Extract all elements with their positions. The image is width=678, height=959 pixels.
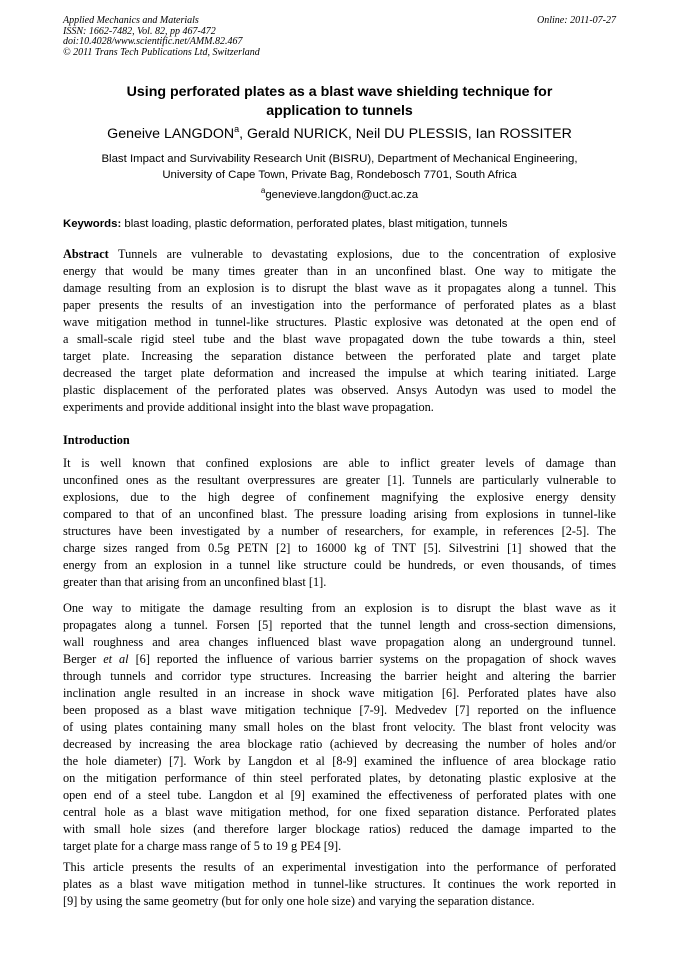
abstract-line: paper presents the results of an investigation into the performance of perforated plates as a blast: [63, 298, 616, 312]
email-address[interactable]: genevieve.langdon@uct.ac.za: [265, 189, 419, 201]
paragraph-line: explosions, due to the high degree of confinement magnifying the explosive energy density: [63, 490, 616, 504]
issn-line: ISSN: 1662-7482, Vol. 82, pp 467-472: [63, 25, 216, 37]
paper-title: [63, 83, 616, 121]
keywords-label: Keywords:: [63, 218, 122, 230]
paragraph-line: This article presents the results of an experimental investigation into the performance of perforated: [63, 860, 616, 874]
abstract-line: experiments and provide additional insight into the blast wave propagation.: [63, 400, 434, 414]
author-others: , Gerald NURICK, Neil DU PLESSIS, Ian ROSSITER: [239, 126, 572, 142]
introduction-paragraph-3: [63, 859, 616, 910]
author-first-superscript: a: [234, 124, 240, 134]
paragraph-line: propagates along a tunnel. Forsen [5] reported that the tunnel length and cross-section dimensions,: [63, 618, 616, 632]
doi-line: doi:10.4028/www.scientific.net/AMM.82.467: [63, 36, 243, 47]
paragraph-line: with small hole sizes (and therefore larger blockage ratios) reduced the damage imparted to the: [63, 822, 616, 836]
author-first: Geneive LANGDON: [107, 126, 235, 142]
introduction-paragraph-1: [63, 455, 616, 591]
corresponding-email: [63, 187, 616, 203]
affiliation: [63, 151, 616, 183]
abstract-line: target plate. Increasing the separation distance between the perforated plate and target plate: [63, 349, 616, 363]
affiliation-line-2: University of Cape Town, Private Bag, Rondebosch 7701, South Africa: [162, 169, 517, 181]
title-line-2: application to tunnels: [266, 103, 413, 119]
paragraph-line: greater than that arising from an unconfined blast [1].: [63, 575, 327, 589]
paragraph-line: on the mitigation performance of thin steel perforated plates, by detonating plastic explosive at the: [63, 771, 616, 785]
title-line-1: Using perforated plates as a blast wave shielding technique for: [126, 84, 553, 100]
abstract-line: plastic displacement of the perforated plates was observed. Ansys Autodyn was used to model the: [63, 383, 616, 397]
paragraph-line: through tunnels and corridor type structures. Increasing the barrier height and altering the barrier: [63, 669, 616, 683]
abstract-line: Abstract Tunnels are vulnerable to devastating explosions, due to the concentration of explosive: [63, 247, 616, 261]
paragraph-line: target plate for a charge mass range of 5 to 19 g PE4 [9].: [63, 839, 342, 853]
copyright-line: © 2011 Trans Tech Publications Ltd, Switzerland: [63, 46, 260, 58]
paragraph-line: plates as a blast wave mitigation method in tunnel-like structures. It continues the work reported in: [63, 877, 616, 891]
et-al-italic: et al: [103, 652, 129, 666]
online-date: Online: 2011-07-27: [537, 15, 616, 26]
abstract-label: Abstract: [63, 247, 109, 261]
paragraph-line: One way to mitigate the damage resulting from an explosion is to disrupt the blast wave as it: [63, 601, 616, 615]
paragraph-line: compared to that of an unconfined blast. The pressure loading arising from explosions in tunnel-like: [63, 507, 616, 521]
paragraph-line: open end of a steel tube. Langdon et al [9] examined the effectiveness of perforated plates with one: [63, 788, 616, 802]
paragraph-line: of using plates containing many small holes on the blast front velocity. The blast front velocity was: [63, 720, 616, 734]
abstract-line: damage resulting from an explosion is to disrupt the blast wave as it propagates along a tunnel. This: [63, 281, 616, 295]
abstract-line: energy that would be many times greater than in an unconfined blast. One way to mitigate the: [63, 264, 616, 278]
paragraph-line: unconfined ones as the resultant overpressures are greater [1]. Tunnels are particularly vulnerable to: [63, 473, 616, 487]
paragraph-line: Berger et al [6] reported the influence of various barrier systems on the propagation of shock waves: [63, 652, 616, 666]
abstract-line: decreased the target plate deformation and increased the impulse at which tearing initiated. Large: [63, 366, 616, 380]
paragraph-line: the hole diameter) [7]. Work by Langdon et al [8-9] examined the influence of area blockage ratio: [63, 754, 616, 768]
paragraph-line: [9] by using the same geometry (but for only one hole size) and varying the separation distance.: [63, 894, 535, 908]
introduction-paragraph-2: [63, 600, 616, 855]
abstract-line: wave mitigation method in tunnel-like structures. Plastic explosive was detonated at the open end of: [63, 315, 616, 329]
journal-name: Applied Mechanics and Materials: [63, 15, 199, 26]
paragraph-line: inclination angle resulted in an increase in shock wave mitigation [6]. Perforated plates have also: [63, 686, 616, 700]
paragraph-line: charge sizes ranged from 0.5g PETN [2] to 16000 kg of TNT [5]. Silvestrini [1] showed that the: [63, 541, 616, 555]
introduction-heading: Introduction: [63, 433, 130, 447]
paragraph-line: It is well known that confined explosions are able to inflict greater levels of damage than: [63, 456, 616, 470]
paragraph-line: decreased by increasing the area blockage ratio (achieved by decreasing the number of holes and/or: [63, 737, 616, 751]
keywords-text: blast loading, plastic deformation, perforated plates, blast mitigation, tunnels: [121, 218, 508, 230]
paragraph-line: central hole as a blast wave mitigation method, for one fixed separation distance. Perforated plates: [63, 805, 616, 819]
paragraph-line: structures have been investigated by a number of researchers, for example, in references [2-5]. The: [63, 524, 616, 538]
affiliation-line-1: Blast Impact and Survivability Research Unit (BISRU), Department of Mechanical Engineering,: [101, 153, 578, 165]
paragraph-line: energy from an explosion in a tunnel like structure could be hundreds, or even thousands, of times: [63, 558, 616, 572]
author-list: [63, 124, 616, 144]
keywords: [63, 216, 616, 232]
abstract-line: a small-scale rigid steel tube and the blast wave propagated down the tube towards a thin, steel: [63, 332, 616, 346]
journal-header: [63, 16, 616, 58]
paragraph-line: wall roughness and area changes influenced blast wave propagation along an underground tunnel.: [63, 635, 616, 649]
email-superscript: a: [260, 186, 266, 195]
paragraph-line: been proposed as a blast wave mitigation technique [7-9]. Medvedev [7] reported on the influence: [63, 703, 616, 717]
abstract: [63, 246, 616, 416]
